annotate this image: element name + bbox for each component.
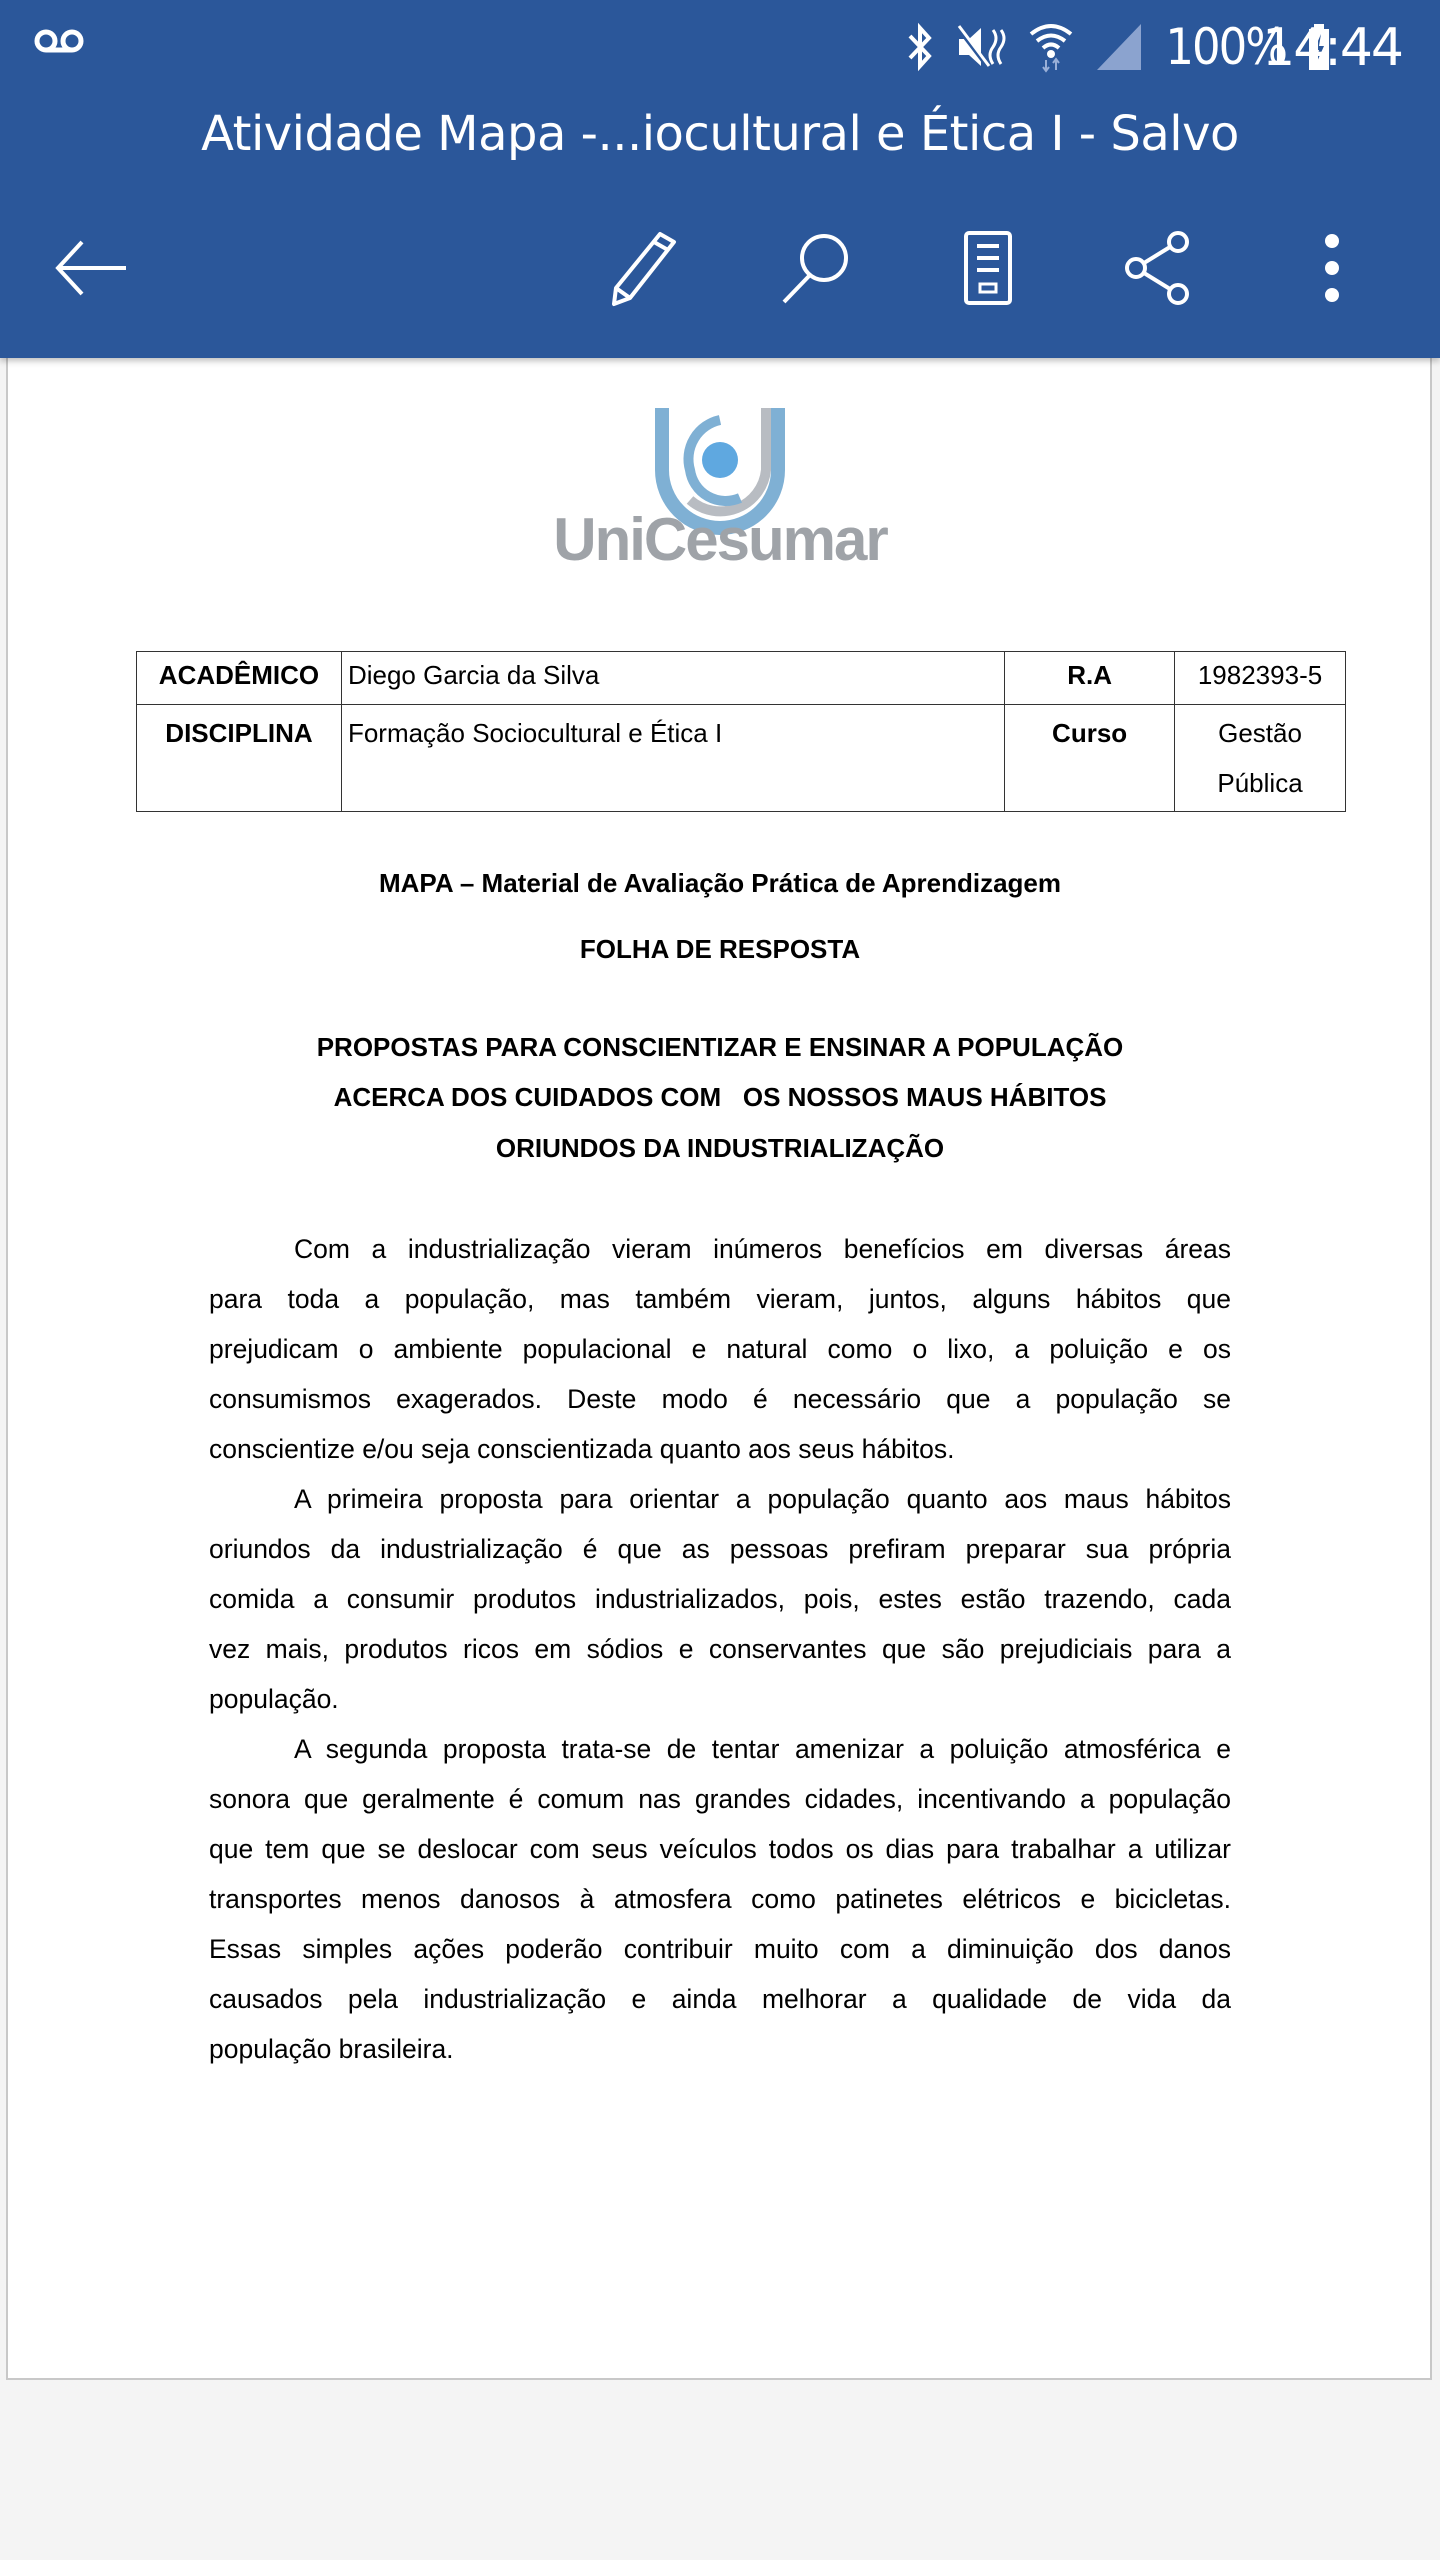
app-bar xyxy=(0,0,1440,358)
paragraph xyxy=(209,1474,1231,1724)
document-title: Atividade Mapa -...iocultural e Ética I - Salvo xyxy=(201,106,1239,162)
bluetooth-icon xyxy=(907,22,933,72)
more-vertical-icon xyxy=(1322,233,1342,303)
table-row xyxy=(137,652,1346,705)
paragraph-line: comida a consumir produtos industrializados, pois, estes estão trazendo, cada xyxy=(209,1584,1231,1614)
paragraph-line: prejudicam o ambiente populacional e natural como o lixo, a poluição e os xyxy=(209,1334,1231,1364)
more-options-button[interactable] xyxy=(1292,228,1372,308)
paragraph xyxy=(209,1724,1231,2074)
course-label: Curso xyxy=(1005,705,1175,812)
signal-icon xyxy=(1095,22,1143,72)
logo-text: UniCesumar xyxy=(553,506,887,573)
paragraph-line: oriundos da industrialização é que as pessoas prefiram preparar sua própria xyxy=(209,1534,1231,1564)
battery-percent: 100% xyxy=(1165,18,1286,76)
paragraph-line: população brasileira. xyxy=(209,2034,454,2064)
paragraph-line: população. xyxy=(209,1684,339,1714)
discipline-label: DISCIPLINA xyxy=(137,705,342,812)
document-title-line: ORIUNDOS DA INDUSTRIALIZAÇÃO xyxy=(495,1133,945,1163)
paragraph-line: causados pela industrialização e ainda melhorar a qualidade de vida da xyxy=(209,1984,1231,2014)
document-title-line: PROPOSTAS PARA CONSCIENTIZAR E ENSINAR A POPULAÇÃO xyxy=(316,1032,1124,1062)
heading-answer-sheet: FOLHA DE RESPOSTA xyxy=(579,934,861,964)
paragraph-line: transportes menos danosos à atmosfera como patinetes elétricos e bicicletas. xyxy=(209,1884,1231,1914)
paragraph-line: sonora que geralmente é comum nas grandes cidades, incentivando a população xyxy=(209,1784,1231,1814)
paragraph-line: Com a industrialização vieram inúmeros benefícios em diversas áreas xyxy=(294,1234,1231,1264)
voicemail-icon xyxy=(34,26,84,56)
paragraph-line: Essas simples ações poderão contribuir muito com a diminuição dos danos xyxy=(209,1934,1231,1964)
search-button[interactable] xyxy=(776,228,856,308)
search-icon xyxy=(778,230,854,306)
document-title-line: ACERCA DOS CUIDADOS COM OS NOSSOS MAUS HÁBITOS xyxy=(333,1082,1107,1112)
paragraph-line: vez mais, produtos ricos em sódios e conservantes que são prejudiciais para a xyxy=(209,1634,1231,1664)
mute-icon xyxy=(955,22,1007,72)
unicesumar-logo xyxy=(553,400,887,575)
heading-mapa: MAPA – Material de Avaliação Prática de Aprendizagem xyxy=(378,868,1061,898)
wifi-icon xyxy=(1029,22,1073,72)
academic-label: ACADÊMICO xyxy=(137,652,342,705)
mobile-view-icon xyxy=(962,230,1014,306)
academic-value: Diego Garcia da Silva xyxy=(341,652,1004,705)
paragraph-line: para toda a população, mas também vieram, juntos, alguns hábitos que xyxy=(209,1284,1231,1314)
table-row xyxy=(137,705,1346,812)
document-body xyxy=(209,1224,1231,2074)
mobile-view-button[interactable] xyxy=(948,228,1028,308)
edit-button[interactable] xyxy=(604,228,684,308)
share-button[interactable] xyxy=(1118,228,1198,308)
paragraph xyxy=(209,1224,1231,1474)
clock: 14:44 xyxy=(1262,18,1402,78)
discipline-value: Formação Sociocultural e Ética I xyxy=(341,705,1004,812)
paragraph-line: conscientize e/ou seja conscientizada quanto aos seus hábitos. xyxy=(209,1434,955,1464)
ra-label: R.A xyxy=(1005,652,1175,705)
paragraph-line: consumismos exagerados. Deste modo é necessário que a população se xyxy=(209,1384,1231,1414)
info-table xyxy=(136,651,1346,812)
back-arrow-icon xyxy=(54,238,130,298)
back-button[interactable] xyxy=(52,228,132,308)
share-icon xyxy=(1122,230,1194,306)
pencil-icon xyxy=(608,230,680,306)
paragraph-line: que tem que se deslocar com seus veículos todos os dias para trabalhar a utilizar xyxy=(209,1834,1231,1864)
ra-value: 1982393-5 xyxy=(1175,652,1346,705)
paragraph-line: A primeira proposta para orientar a população quanto aos maus hábitos xyxy=(294,1484,1231,1514)
status-bar xyxy=(0,0,1440,100)
paragraph-line: A segunda proposta trata-se de tentar amenizar a poluição atmosférica e xyxy=(294,1734,1231,1764)
course-value: Gestão Pública xyxy=(1175,705,1346,812)
